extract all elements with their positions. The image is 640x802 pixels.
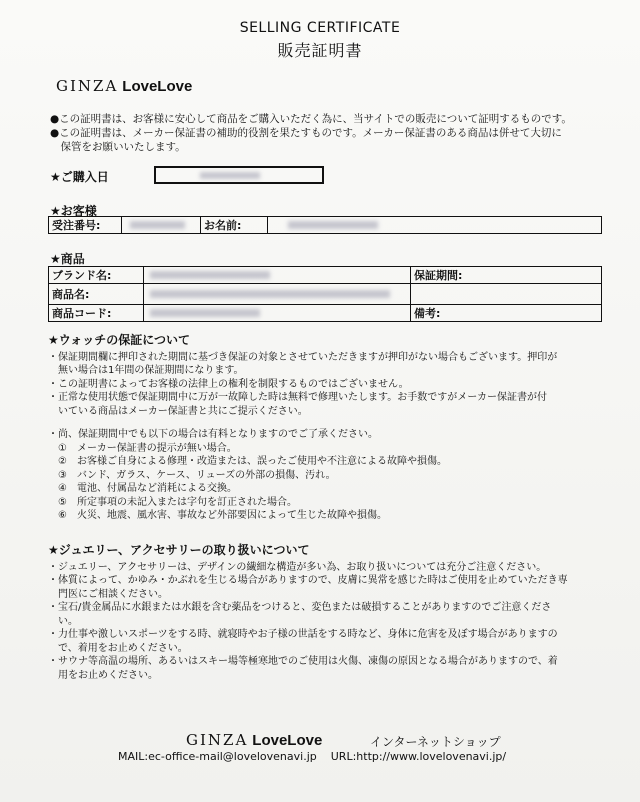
internet-shop-label: インターネットショップ — [370, 735, 501, 749]
logo-ginza: GINZA — [56, 77, 119, 95]
watch-line: ・この証明書によってお客様の法律上の権利を制限するものではございません。 — [48, 378, 409, 390]
watch-line: ・保証期間欄に押印された期間に基づき保証の対象とさせていただきますが押印がない場合もございます。押印が — [48, 351, 558, 363]
jewelry-line: 用をお止めください。 — [48, 669, 158, 681]
logo-lovelove: LoveLove — [122, 78, 193, 95]
redacted-value — [130, 221, 185, 229]
warranty-period-label: 保証期間: — [411, 267, 602, 284]
brand-logo-bottom — [186, 730, 322, 749]
customer-table — [48, 216, 602, 234]
redacted-value — [150, 309, 260, 317]
exception-item: ③ バンド、ガラス、ケース、リューズの外部の損傷、汚れ。 — [58, 469, 336, 481]
order-number-value — [122, 217, 201, 234]
product-name-label: 商品名: — [49, 284, 144, 305]
jewelry-line: 門医にご相談ください。 — [48, 588, 168, 600]
contact-info — [118, 750, 520, 763]
jewelry-section — [48, 544, 614, 682]
product-table — [48, 266, 602, 322]
jewelry-line: で、着用をお止めください。 — [48, 642, 188, 654]
product-code-label: 商品コード: — [49, 305, 144, 322]
jewelry-heading: ★ジュエリー、アクセサリーの取り扱いについて — [48, 543, 310, 557]
mail-address: MAIL:ec-office-mail@lovelovenavi.jp — [118, 750, 317, 763]
intro-line: 保管をお願いいたします。 — [50, 141, 186, 153]
intro-line: ●この証明書は、お客様に安心して商品をご購入いただく為に、当サイトでの販売について証明するものです。 — [50, 113, 572, 125]
exception-item: ④ 電池、付属品など消耗による交換。 — [58, 483, 237, 494]
watch-warranty-section — [48, 334, 614, 523]
jewelry-line: ・サウナ等高温の場所、あるいはスキー場等極寒地でのご使用は火傷、凍傷の原因となる場合がありますので、着 — [48, 656, 558, 667]
warranty-period-value — [411, 284, 602, 305]
product-code-value — [144, 305, 411, 322]
exception-item: ⑤ 所定事項の未記入または字句を訂正された場合。 — [58, 496, 297, 508]
watch-line: ・正常な使用状態で保証期間中に万が一故障した時は無料で修理いたします。お手数ですがメーカー保証書が付 — [48, 392, 547, 403]
customer-heading: ★お客様 — [50, 204, 97, 218]
jewelry-line: ・宝石/貴金属品に水銀または水銀を含む薬品をつけると、変色または破損することがありますのでご注意くださ — [48, 602, 552, 613]
jewelry-line: い。 — [48, 615, 78, 627]
jewelry-line: ・体質によって、かゆみ・かぶれを生じる場合がありますので、皮膚に異常を感じた時はご使用を止めていただき専 — [48, 575, 568, 586]
logo-lovelove: LoveLove — [252, 732, 323, 749]
remarks-label: 備考: — [411, 305, 602, 322]
exception-item: ② お客様ご自身による修理・改造または、誤ったご使用や不注意による故障や損傷。 — [58, 456, 447, 467]
product-name-value — [144, 284, 411, 305]
intro-notes — [50, 112, 610, 154]
customer-name-value — [268, 217, 602, 234]
watch-line: 無い場合は1年間の保証期間になります。 — [48, 365, 244, 376]
exception-item: ⑥ 火災、地震、風水害、事故など外部要因によって生じた故障や損傷。 — [58, 510, 387, 521]
watch-line: いている商品はメーカー保証書と共にご提示ください。 — [48, 405, 308, 417]
customer-name-label: お名前: — [201, 217, 268, 234]
brand-name-label: ブランド名: — [49, 267, 144, 284]
redacted-value — [288, 221, 378, 229]
jewelry-line: ・力仕事や激しいスポーツをする時、就寝時やお子様の世話をする時など、身体に危害を及ぼす場合がありますの — [48, 629, 558, 640]
title-english: SELLING CERTIFICATE — [239, 20, 401, 36]
intro-line: ●この証明書は、メーカー保証書の補助的役割を果たすものです。メーカー保証書のある商品は併せて大切に — [50, 127, 562, 139]
order-number-label: 受注番号: — [49, 217, 122, 234]
brand-name-value — [144, 267, 411, 284]
purchase-date-field — [154, 166, 324, 184]
purchase-date-heading: ★ご購入日 — [50, 170, 109, 184]
redacted-value — [150, 290, 390, 298]
redacted-value — [150, 271, 270, 279]
jewelry-line: ・ジュエリー、アクセサリーは、デザインの繊細な構造が多い為、お取り扱いについては充分ご注意ください。 — [48, 561, 547, 573]
website-url: URL:http://www.lovelovenavi.jp/ — [330, 750, 507, 763]
exception-item: ① メーカー保証書の提示が無い場合。 — [58, 442, 237, 454]
title-japanese: 販売証明書 — [277, 41, 363, 60]
brand-logo-top — [56, 76, 192, 95]
watch-warranty-heading: ★ウォッチの保証について — [48, 333, 191, 347]
redacted-value — [200, 172, 260, 179]
product-heading: ★商品 — [50, 252, 85, 266]
exceptions-intro: ・尚、保証期間中でも以下の場合は有料となりますのでご了承ください。 — [48, 429, 378, 440]
logo-ginza: GINZA — [186, 731, 249, 749]
